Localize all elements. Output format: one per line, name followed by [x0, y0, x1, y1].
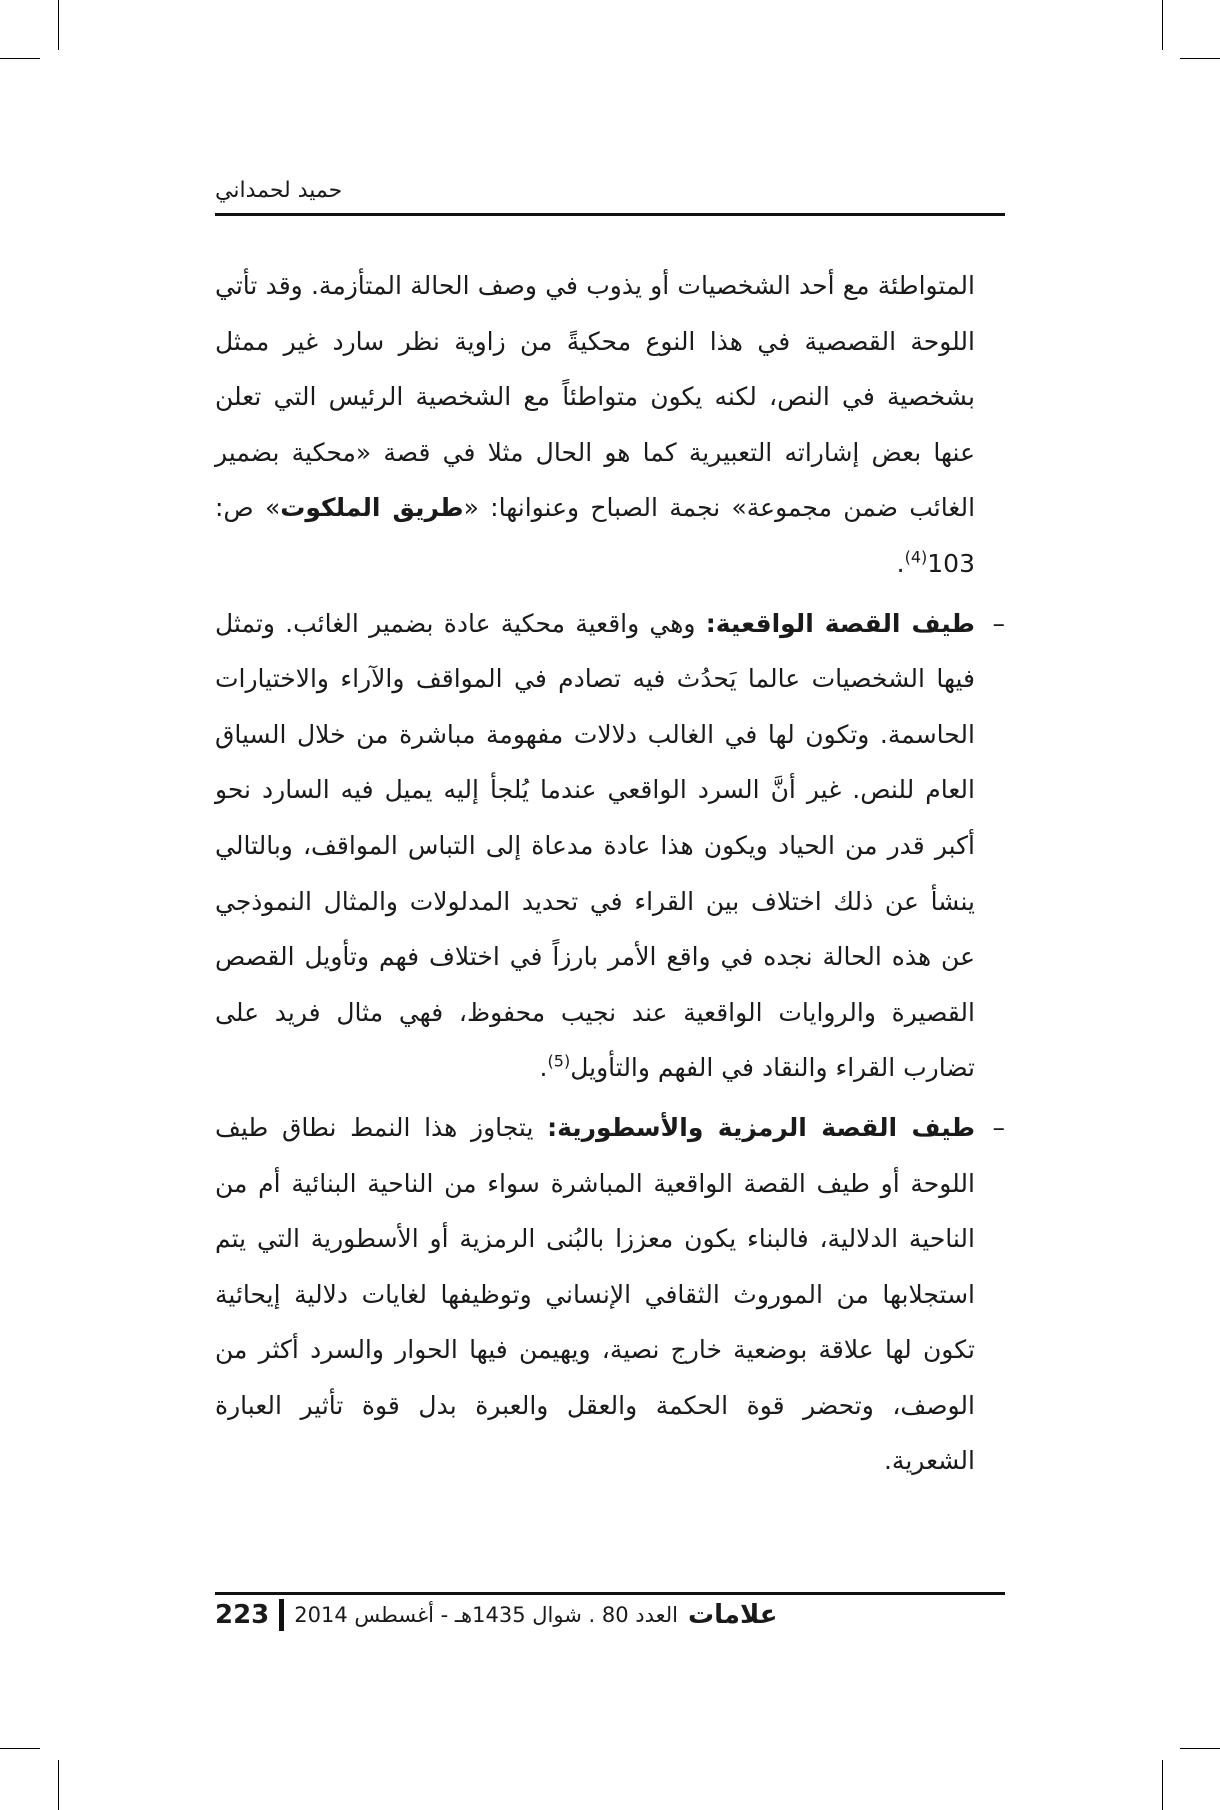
footer-separator [279, 1599, 284, 1631]
article-body [215, 258, 1005, 1489]
header-rule [215, 213, 1005, 216]
running-footer [215, 1592, 1005, 1643]
item-paragraph: طيف القصة الواقعية: وهي واقعية محكية عادة بضمير الغائب. وتمثل فيها الشخصيات عالما يَحدُث فيه تصادم في المواقف والآراء والاختيارات الحاسمة. وتكون لها في الغالب دلالات مفهومة مباشرة من خلال السياق العام للنص. غير أنَّ السرد الواقعي عندما يُلجأ إليه يميل فيه السارد نحو أكبر قدر من الحياد ويكون هذا عادة مدعاة إلى التباس المواقف، وبالتالي ينشأ عن ذلك اختلاف بين القراء في تحديد المدلولات والمثال النموذجي عن هذه الحالة نجده في واقع الأمر بارزاً في اختلاف فهم وتأويل القصص القصيرة والروايات الواقعية عند نجيب محفوظ، فهي مثال فريد على تضارب القراء والنقاد في الفهم والتأويل$^{(5)}$. [215, 608, 975, 1083]
header-author: حميد لحمداني [215, 178, 343, 203]
issue-info: العدد 80 . شوال 1435هـ - أغسطس 2014 [294, 1603, 678, 1627]
crop-mark [0, 1748, 40, 1749]
crop-mark [58, 1760, 59, 1810]
list-item-realistic [215, 596, 1005, 1096]
item-paragraph [215, 1100, 975, 1489]
footnote-ref-4: (4) [904, 547, 928, 567]
intro-tail: » ص: 103 [215, 493, 975, 578]
item-heading: طيف القصة الواقعية: [705, 608, 975, 638]
list-item-symbolic [215, 1100, 1005, 1489]
crop-mark [1180, 1748, 1220, 1749]
list-dash: – [992, 1112, 1005, 1142]
list-dash: – [992, 608, 1005, 638]
intro-title: طريق الملكوت [280, 493, 464, 523]
journal-name: علامات [687, 1600, 778, 1630]
intro-paragraph: المتواطئة مع أحد الشخصيات أو يذوب في وصف الحالة المتأزمة. وقد تأتي اللوحة القصصية في هذا النوع محكيةً من زاوية نظر سارد غير ممثل بشخصية في النص، لكنه يكون متواطئاً مع الشخصية الرئيس التي تعلن عنها بعض إشاراته التعبيرية كما هو الحال مثلا في قصة «محكية بضمير الغائب ضمن مجموعة» نجمة الصباح وعنوانها: «طريق الملكوت» ص: 103$^{(4)}$. [215, 271, 976, 578]
footer-line [215, 1599, 777, 1631]
footnote-ref-5: (5) [547, 1051, 571, 1071]
crop-mark [58, 0, 59, 50]
crop-mark [0, 58, 40, 59]
crop-mark [1162, 1760, 1163, 1810]
crop-mark [1162, 0, 1163, 50]
page-number: 223 [215, 1600, 270, 1630]
item-heading: طيف القصة الرمزية والأسطورية: [547, 1112, 975, 1142]
item-text: وهي واقعية محكية عادة بضمير الغائب. وتمثل فيها الشخصيات عالما يَحدُث فيه تصادم في المواقف والآراء والاختيارات الحاسمة. وتكون لها في الغالب دلالات مفهومة مباشرة من خلال السياق العام للنص. غير أنَّ السرد الواقعي عندما يُلجأ إليه يميل فيه السارد نحو أكبر قدر من الحياد ويكون هذا عادة مدعاة إلى التباس المواقف، وبالتالي ينشأ عن ذلك اختلاف بين القراء في تحديد المدلولات والمثال النموذجي عن هذه الحالة نجده في واقع الأمر بارزاً في اختلاف فهم وتأويل القصص القصيرة والروايات الواقعية عند نجيب محفوظ، فهي مثال فريد على تضارب القراء والنقاد في الفهم والتأويل [215, 608, 975, 1083]
running-header [215, 168, 1005, 216]
intro-text: المتواطئة مع أحد الشخصيات أو يذوب في وصف الحالة المتأزمة. وقد تأتي اللوحة القصصية في هذا النوع محكيةً من زاوية نظر سارد غير ممثل بشخصية في النص، لكنه يكون متواطئاً مع الشخصية الرئيس التي تعلن عنها بعض إشاراته التعبيرية كما هو الحال مثلا في قصة «محكية بضمير الغائب ضمن مجموعة» نجمة الصباح وعنوانها: « [215, 271, 976, 523]
crop-mark [1180, 58, 1220, 59]
item-text: يتجاوز هذا النمط نطاق طيف اللوحة أو طيف القصة الواقعية المباشرة سواء من الناحية البنائية أم من الناحية الدلالية، فالبناء يكون معززا بالبُنى الرمزية أو الأسطورية التي يتم استجلابها من الموروث الثقافي الإنساني وتوظيفها لغايات دلالية إيحائية تكون لها علاقة بوضعية خارج نصية، ويهيمن فيها الحوار والسرد أكثر من الوصف، وتحضر قوة الحكمة والعقل والعبرة بدل قوة تأثير العبارة الشعرية. [215, 1112, 975, 1476]
